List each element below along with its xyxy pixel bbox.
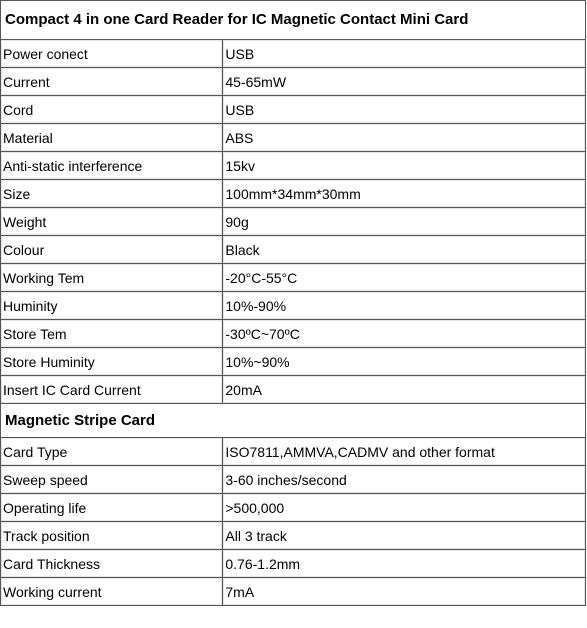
spec-value: USB	[223, 96, 586, 124]
spec-label: Material	[1, 124, 223, 152]
table-row	[1, 376, 586, 404]
spec-value: 7mA	[223, 578, 586, 606]
spec-value: -30ºC~70ºC	[223, 320, 586, 348]
spec-label: Working current	[1, 578, 223, 606]
table-row	[1, 438, 586, 466]
spec-value: 10%-90%	[223, 292, 586, 320]
table-row	[1, 96, 586, 124]
spec-label: Track position	[1, 522, 223, 550]
spec-value: All 3 track	[223, 522, 586, 550]
section-heading: Magnetic Stripe Card	[1, 404, 586, 438]
spec-value: 15kv	[223, 152, 586, 180]
table-row	[1, 348, 586, 376]
spec-label: Colour	[1, 236, 223, 264]
table-row	[1, 264, 586, 292]
spec-value: >500,000	[223, 494, 586, 522]
table-row	[1, 466, 586, 494]
spec-label: Insert IC Card Current	[1, 376, 223, 404]
spec-label: Working Tem	[1, 264, 223, 292]
spec-value: ISO7811,AMMVA,CADMV and other format	[223, 438, 586, 466]
spec-label: Cord	[1, 96, 223, 124]
spec-label: Card Type	[1, 438, 223, 466]
table-row	[1, 68, 586, 96]
spec-label: Size	[1, 180, 223, 208]
spec-value: 90g	[223, 208, 586, 236]
table-row	[1, 292, 586, 320]
table-row	[1, 550, 586, 578]
spec-label: Weight	[1, 208, 223, 236]
spec-value: -20°C-55°C	[223, 264, 586, 292]
table-row	[1, 124, 586, 152]
section-heading-row	[1, 404, 586, 438]
spec-value: 100mm*34mm*30mm	[223, 180, 586, 208]
spec-label: Card Thickness	[1, 550, 223, 578]
table-row	[1, 180, 586, 208]
spec-value: 45-65mW	[223, 68, 586, 96]
table-row	[1, 208, 586, 236]
table-row	[1, 578, 586, 606]
spec-label: Current	[1, 68, 223, 96]
table-row	[1, 40, 586, 68]
spec-label: Store Huminity	[1, 348, 223, 376]
spec-value: 0.76-1.2mm	[223, 550, 586, 578]
spec-label: Anti-static interference	[1, 152, 223, 180]
table-row	[1, 236, 586, 264]
spec-label: Huminity	[1, 292, 223, 320]
table-row	[1, 320, 586, 348]
spec-value: Black	[223, 236, 586, 264]
table-row	[1, 522, 586, 550]
spec-value: USB	[223, 40, 586, 68]
spec-label: Store Tem	[1, 320, 223, 348]
table-row	[1, 494, 586, 522]
spec-label: Sweep speed	[1, 466, 223, 494]
page-title: Compact 4 in one Card Reader for IC Magnetic Contact Mini Card	[1, 1, 586, 40]
spec-label: Operating life	[1, 494, 223, 522]
table-row	[1, 152, 586, 180]
spec-value: 20mA	[223, 376, 586, 404]
spec-value: 3-60 inches/second	[223, 466, 586, 494]
title-row	[1, 1, 586, 40]
spec-label: Power conect	[1, 40, 223, 68]
spec-value: ABS	[223, 124, 586, 152]
spec-value: 10%~90%	[223, 348, 586, 376]
